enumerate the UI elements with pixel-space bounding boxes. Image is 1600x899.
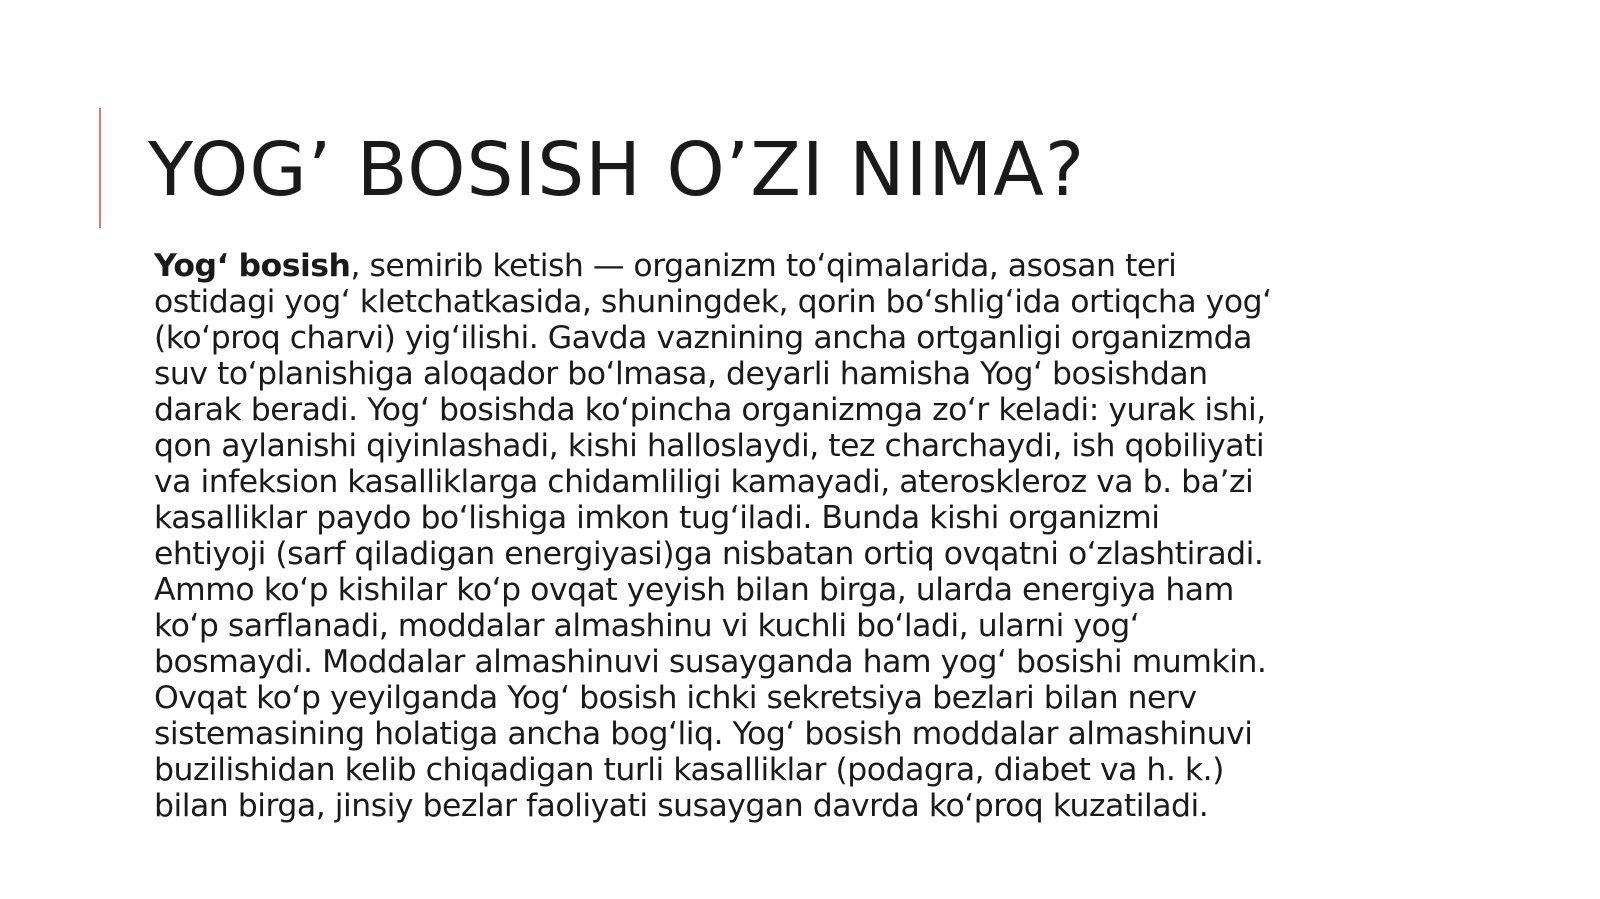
title-accent-bar	[99, 108, 101, 228]
body-line-14: sistemasining holatiga ancha bog‘liq. Yog‘ bosish moddalar almashinuvi	[154, 716, 1253, 752]
body-line-8: kasalliklar paydo bo‘lishiga imkon tug‘iladi. Bunda kishi organizmi	[154, 500, 1160, 536]
body-line-15: buzilishidan kelib chiqadigan turli kasalliklar (podagra, diabet va h. k.)	[154, 752, 1224, 788]
body-line-2: ostidagi yog‘ kletchatkasida, shuningdek, qorin bo‘shlig‘ida ortiqcha yog‘	[154, 284, 1272, 320]
body-line-7: va infeksion kasalliklarga chidamliligi kamayadi, ateroskleroz va b. ba’zi	[154, 464, 1254, 500]
body-line-5: darak beradi. Yog‘ bosishda ko‘pincha organizmga zo‘r keladi: yurak ishi,	[154, 392, 1266, 428]
body-line-1-text: , semirib ketish — organizm to‘qimalarida, asosan teri	[350, 248, 1177, 284]
body-line-10: Ammo ko‘p kishilar ko‘p ovqat yeyish bilan birga, ularda energiya ham	[154, 572, 1234, 608]
slide-title: YOG’ BOSISH O’ZI NIMA?	[148, 127, 1086, 213]
slide-body	[154, 248, 1424, 824]
body-line-6: qon aylanishi qiyinlashadi, kishi halloslaydi, tez charchaydi, ish qobiliyati	[154, 428, 1265, 464]
body-line-16: bilan birga, jinsiy bezlar faoliyati susaygan davrda ko‘proq kuzatiladi.	[154, 788, 1209, 824]
body-line-1	[154, 248, 1424, 284]
body-line-3: (ko‘proq charvi) yig‘ilishi. Gavda vaznining ancha ortganligi organizmda	[154, 320, 1252, 356]
body-line-9: ehtiyoji (sarf qiladigan energiyasi)ga nisbatan ortiq ovqatni o‘zlashtiradi.	[154, 536, 1264, 572]
bold-term: Yog‘ bosish	[154, 248, 351, 284]
body-line-4: suv to‘planishiga aloqador bo‘lmasa, deyarli hamisha Yog‘ bosishdan	[154, 356, 1208, 392]
body-line-11: ko‘p sarflanadi, moddalar almashinu vi kuchli bo‘ladi, ularni yog‘	[154, 608, 1140, 644]
body-line-12: bosmaydi. Moddalar almashinuvi susayganda ham yog‘ bosishi mumkin.	[154, 644, 1267, 680]
body-line-13: Ovqat ko‘p yeyilganda Yog‘ bosish ichki sekretsiya bezlari bilan nerv	[154, 680, 1197, 716]
